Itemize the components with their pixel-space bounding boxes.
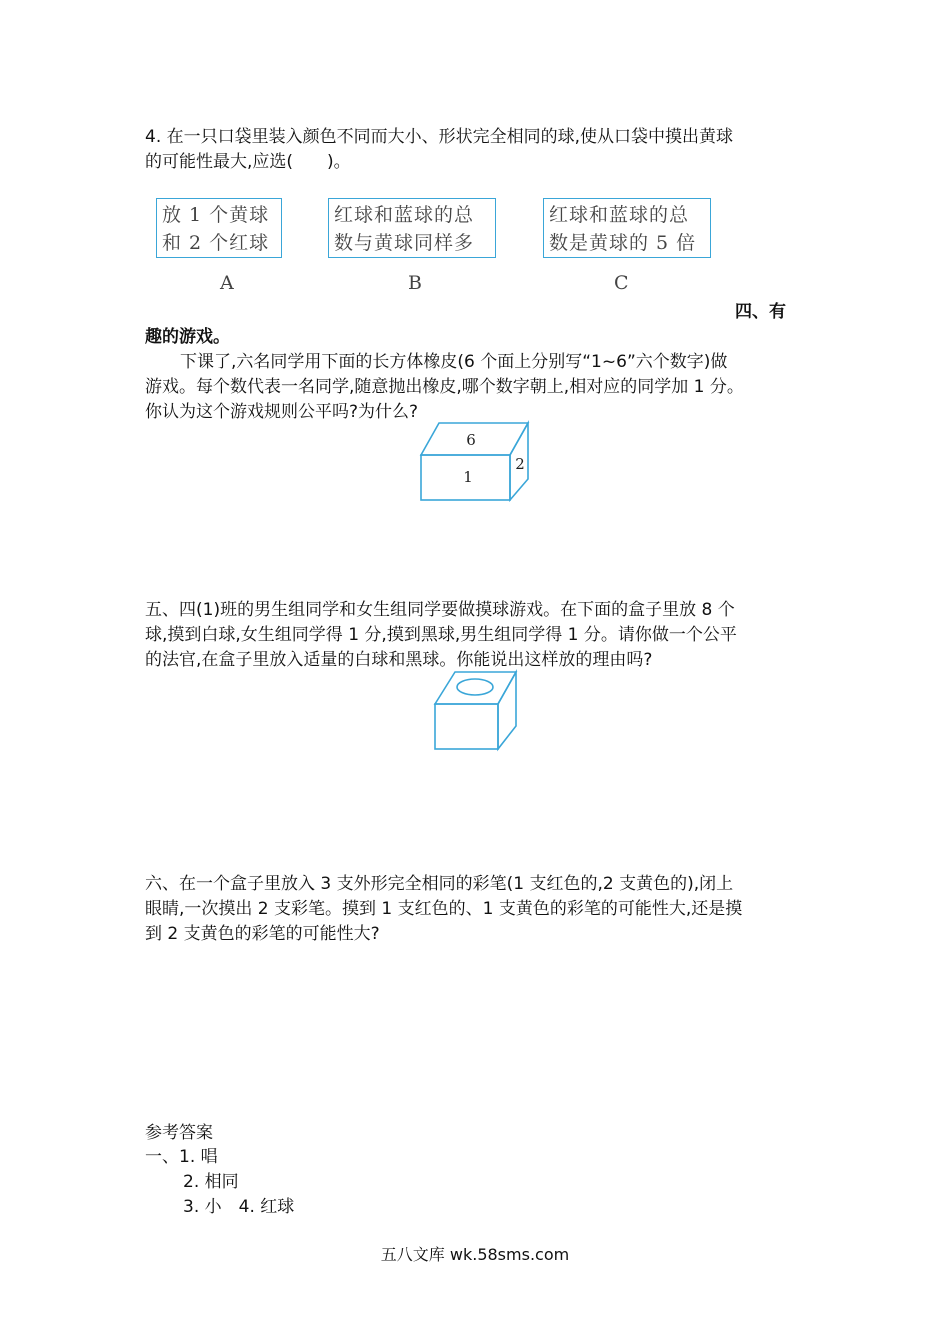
- option-box-a: [156, 198, 282, 258]
- box-figure: [434, 671, 518, 751]
- option-box-b: [328, 198, 496, 258]
- option-c-line-2: 数是黄球的 5 倍: [549, 232, 697, 254]
- section5-line-2: 球,摸到白球,女生组同学得 1 分,摸到黑球,男生组同学得 1 分。请你做一个公平: [145, 625, 737, 645]
- option-b-line-1: 红球和蓝球的总: [334, 204, 475, 226]
- answers-line-3: 3. 小 4. 红球: [183, 1197, 295, 1217]
- option-letter-b: B: [408, 272, 422, 294]
- eraser-top-label: 6: [466, 431, 476, 449]
- option-a-line-2: 和 2 个红球: [162, 232, 270, 254]
- section5-line-1: 五、四(1)班的男生组同学和女生组同学要做摸球游戏。在下面的盒子里放 8 个: [145, 600, 735, 620]
- eraser-side-label: 2: [515, 455, 525, 473]
- option-letter-a: A: [220, 272, 234, 294]
- section6-line-3: 到 2 支黄色的彩笔的可能性大?: [145, 924, 380, 944]
- q4-line-1: 4. 在一只口袋里装入颜色不同而大小、形状完全相同的球,使从口袋中摸出黄球: [145, 127, 734, 147]
- section4-line-2: 游戏。每个数代表一名同学,随意抛出橡皮,哪个数字朝上,相对应的同学加 1 分。: [145, 377, 744, 397]
- answers-title: 参考答案: [145, 1123, 213, 1143]
- option-c-line-1: 红球和蓝球的总: [549, 204, 690, 226]
- section6-line-2: 眼睛,一次摸出 2 支彩笔。摸到 1 支红色的、1 支黄色的彩笔的可能性大,还是摸: [145, 899, 743, 919]
- section4-heading-part1: 四、有: [735, 302, 786, 322]
- answers-line-2: 2. 相同: [183, 1172, 239, 1192]
- option-b-line-2: 数与黄球同样多: [334, 232, 475, 254]
- eraser-figure: [420, 422, 530, 502]
- answers-line-1: 一、1. 唱: [145, 1147, 218, 1167]
- option-a-line-1: 放 1 个黄球: [162, 204, 270, 226]
- section4-line-1: 下课了,六名同学用下面的长方体橡皮(6 个面上分别写“1~6”六个数字)做: [180, 352, 728, 372]
- q4-line-2: 的可能性最大,应选( )。: [145, 152, 351, 172]
- section5-line-3: 的法官,在盒子里放入适量的白球和黑球。你能说出这样放的理由吗?: [145, 650, 653, 670]
- eraser-front-label: 1: [463, 468, 473, 486]
- option-letter-c: C: [614, 272, 629, 294]
- page-footer: 五八文库 wk.58sms.com: [380, 1245, 570, 1264]
- section4-heading-part2: 趣的游戏。: [145, 327, 230, 347]
- section4-line-3: 你认为这个游戏规则公平吗?为什么?: [145, 402, 419, 422]
- option-box-c: [543, 198, 711, 258]
- section6-line-1: 六、在一个盒子里放入 3 支外形完全相同的彩笔(1 支红色的,2 支黄色的),闭上: [145, 874, 734, 894]
